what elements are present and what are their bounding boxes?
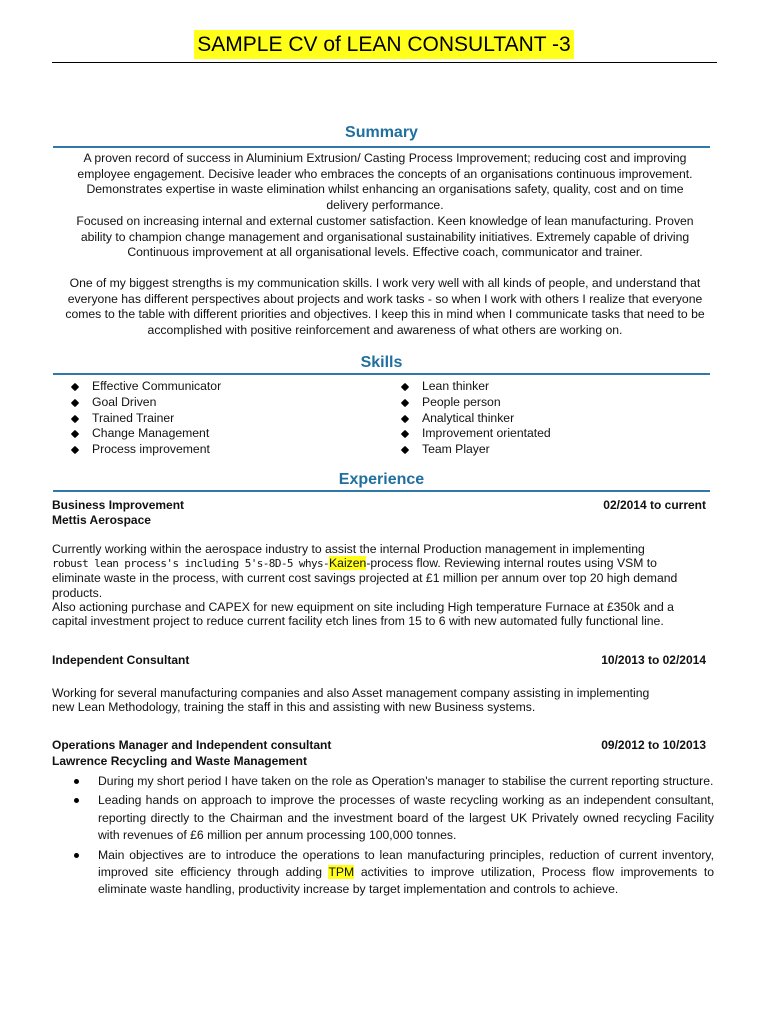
summary-line: Focused on increasing internal and external customer satisfaction. Keen knowledge of lean manufacturing. Proven	[76, 213, 694, 228]
skill-item: Goal Driven	[72, 395, 221, 411]
summary-paragraph-1	[50, 151, 720, 261]
job-desc-line: Also actioning purchase and CAPEX for new equipment on site including High temperature Furnace at £350k and a	[52, 599, 674, 614]
job-desc-line: Working for several manufacturing companies and also Asset management company assisting in implementing	[52, 686, 650, 700]
summary-line: employee engagement. Decisive leader who embraces the concepts of an organisations continuous improvement.	[77, 166, 693, 181]
job-company: Mettis Aerospace	[52, 513, 151, 527]
skill-item: Change Management	[72, 426, 221, 442]
bullet-fragment: Main objectives are to introduce the operations to lean manufacturing principles, reduction of current inventory, improved site efficiency through adding	[98, 847, 714, 880]
experience-divider	[53, 490, 710, 492]
job-desc-fragment: -process flow. Reviewing internal routes using VSM to	[366, 556, 657, 571]
summary-heading: Summary	[345, 124, 418, 141]
summary-line: everyone has different perspectives about projects and work tasks - so when I work with others I realize that everyone	[67, 291, 703, 306]
summary-line: Demonstrates expertise in waste elimination whilst enhancing an organisations safety, quality, cost and on time	[86, 182, 684, 197]
job-desc-line: Currently working within the aerospace industry to assist the internal Production management in implementing	[52, 542, 645, 556]
job-company: Lawrence Recycling and Waste Management	[52, 754, 307, 768]
job-description	[52, 686, 722, 714]
summary-line: delivery performance.	[326, 198, 444, 213]
skill-item: Improvement orientated	[402, 426, 551, 442]
page-header	[0, 30, 768, 59]
skill-item: Process improvement	[72, 442, 221, 458]
skills-list-left	[72, 379, 221, 458]
job-desc-line: eliminate waste in the process, with current cost savings projected at £1 million per annum over top 20 high demand	[52, 571, 678, 586]
page-title: SAMPLE CV of LEAN CONSULTANT -3	[194, 30, 573, 59]
job-title: Business Improvement	[52, 498, 185, 512]
skills-list-right	[402, 379, 551, 458]
skill-item: Effective Communicator	[72, 379, 221, 395]
job-desc-line: capital investment project to reduce current facility etch lines from 15 to 6 with new automated fully functional line.	[52, 614, 664, 629]
job-dates: 10/2013 to 02/2014	[601, 653, 706, 667]
summary-line: A proven record of success in Aluminium Extrusion/ Casting Process Improvement; reducing cost and improving	[83, 151, 687, 165]
skill-item: Lean thinker	[402, 379, 551, 395]
job-desc-fragment: robust lean process's including 5's-8D-5 whys-	[52, 557, 330, 571]
summary-line: comes to the table with different priorities and objectives. I keep this in mind when I communicate tasks that need to be	[65, 307, 705, 322]
job-desc-line: new Lean Methodology, training the staff in this and assisting with new Business systems.	[52, 700, 536, 715]
summary-line: One of my biggest strengths is my communication skills. I work very well with all kinds of people, and understand that	[69, 276, 701, 290]
highlighted-term: TPM	[328, 865, 355, 880]
job-bullets	[52, 773, 714, 901]
job-description	[52, 542, 722, 628]
bullet-fragment: activities to improve utilization, Process flow improvements to eliminate waste handling, productivity increase by target implementation and controls to achieve.	[98, 865, 714, 897]
bullet-item: During my short period I have taken on the role as Operation's manager to stabilise the current reporting structure.	[52, 773, 714, 790]
bullet-item: Leading hands on approach to improve the processes of waste recycling working as an independent consultant, reporting directly to the Chairman and the investment board of the largest UK Privately owned recycling Facility with revenues of £6 million per annum processing 100,000 tonnes.	[52, 792, 714, 844]
job-desc-line	[52, 556, 722, 571]
summary-paragraph-2	[50, 276, 720, 339]
skill-item: Team Player	[402, 442, 551, 458]
job-title: Independent Consultant	[52, 653, 190, 667]
summary-line: Continuous improvement at all organisational levels. Effective coach, communicator and trainer.	[127, 245, 643, 260]
title-divider	[52, 62, 717, 63]
job-desc-line: products.	[52, 585, 103, 600]
summary-line: ability to champion change management and organisational sustainability initiatives. Extremely capable of driving	[80, 229, 690, 244]
job-title: Operations Manager and Independent consultant	[52, 738, 332, 752]
skill-item: People person	[402, 395, 551, 411]
summary-line: accomplished with positive reinforcement and awareness of what others are working on.	[147, 323, 623, 338]
summary-divider	[53, 146, 710, 148]
experience-heading: Experience	[338, 471, 425, 488]
bullet-item	[52, 847, 714, 899]
highlighted-term: Kaizen	[329, 556, 367, 571]
skills-divider	[53, 373, 710, 375]
skill-item: Trained Trainer	[72, 411, 221, 427]
job-dates: 02/2014 to current	[603, 498, 706, 512]
job-dates: 09/2012 to 10/2013	[601, 738, 706, 752]
skill-item: Analytical thinker	[402, 411, 551, 427]
skills-heading: Skills	[360, 354, 403, 371]
